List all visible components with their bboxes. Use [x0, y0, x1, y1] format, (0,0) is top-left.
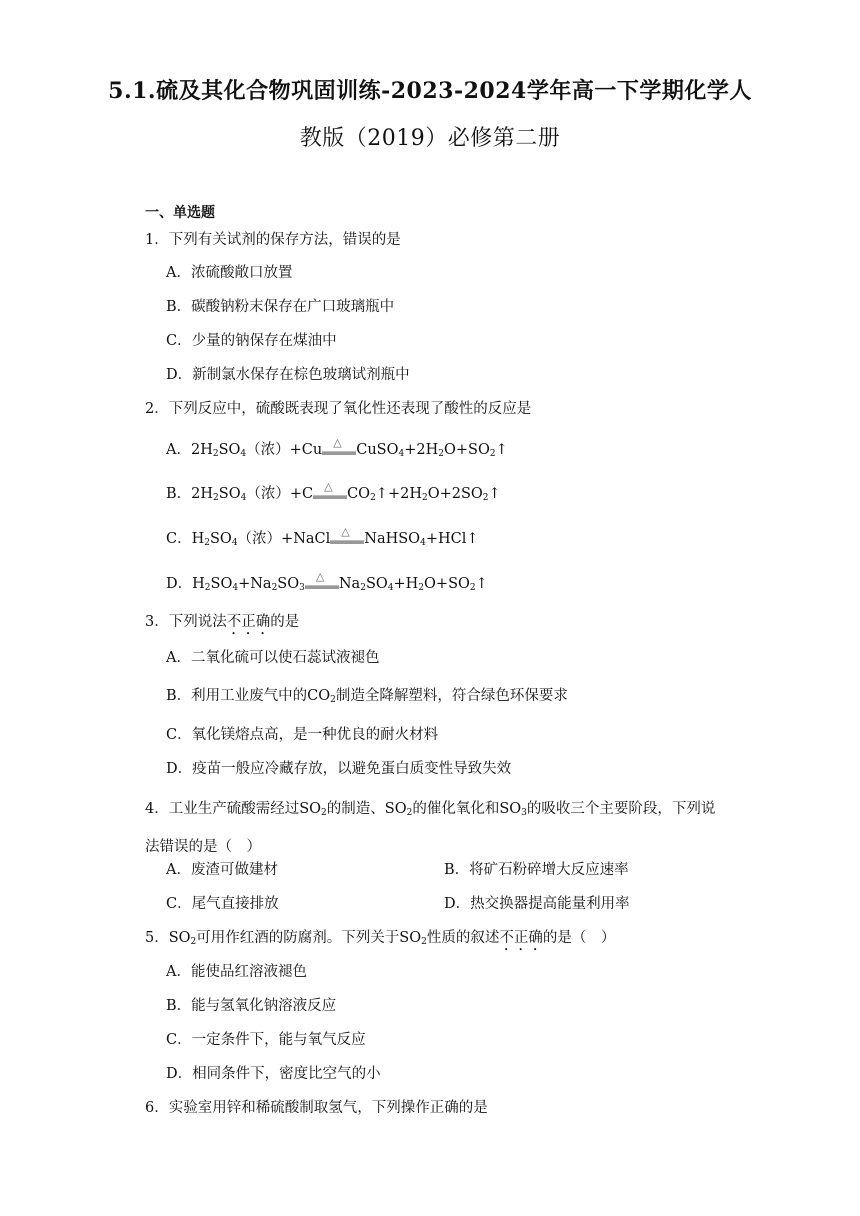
question-4-stem: 4．工业生产硫酸需经过$SO_2$的制造、$SO_2$的催化氧化和$SO_3$的吸收三个主要阶段，下列说法错误的是（ ） — [145, 801, 716, 855]
question-4-option-a: A．废渣可做建材 — [166, 862, 278, 878]
question-3-option-a: A．二氧化硫可以使石蕊试液褪色 — [166, 650, 380, 666]
question-2-stem: 2．下列反应中，硫酸既表现了氧化性还表现了酸性的反应是 — [145, 401, 532, 417]
question-6-stem: 6．实验室用锌和稀硫酸制取氢气，下列操作正确的是 — [145, 1100, 488, 1116]
question-1-option-b: B．碳酸钠粉末保存在广口玻璃瓶中 — [166, 299, 395, 315]
question-2-option-c: C．$H_2SO_4$（浓）+NaCl △ NaHSO$_4$+HCl↑ — [166, 525, 479, 548]
heat-condition-icon: △ — [330, 531, 364, 545]
heat-condition-icon: △ — [322, 442, 356, 456]
emphasis-not-correct: 不正确 — [226, 614, 271, 630]
emphasis-not-correct: 不正确 — [499, 930, 543, 946]
question-4-option-c: C．尾气直接排放 — [166, 896, 279, 912]
question-1-option-d: D．新制氯水保存在棕色玻璃试剂瓶中 — [166, 367, 410, 383]
question-5-option-c: C．一定条件下，能与氧气反应 — [166, 1032, 366, 1048]
question-2-option-d: D．$H_2SO_4+Na_2SO_3$ △ $Na_2SO_4+H_2O+SO_2↑$ — [166, 570, 488, 593]
question-5-option-b: B．能与氢氧化钠溶液反应 — [166, 998, 337, 1014]
document-title-line2: 教版（2019）必修第二册 — [299, 126, 561, 151]
question-1-stem: 1．下列有关试剂的保存方法，错误的是 — [145, 232, 401, 248]
question-4-option-d: D．热交换器提高能量利用率 — [444, 896, 630, 912]
question-2-option-b: B．$2H_2SO_4$（浓）+C △ $CO_2↑+2H_2O+2SO_2↑$ — [166, 480, 501, 503]
document-title-line1: 5.1.硫及其化合物巩固训练-2023-2024学年高一下学期化学人 — [108, 78, 752, 104]
question-3-option-b: B．利用工业废气中的$CO_2$制造全降解塑料，符合绿色环保要求 — [166, 688, 568, 705]
question-5-stem: 5．$SO_2$可用作红酒的防腐剂。下列关于$SO_2$性质的叙述不正确的是（ ） — [145, 930, 616, 947]
question-3-option-c: C．氧化镁熔点高，是一种优良的耐火材料 — [166, 727, 439, 743]
question-3-option-d: D．疫苗一般应冷藏存放，以避免蛋白质变性导致失效 — [166, 761, 512, 777]
question-4-option-b: B．将矿石粉碎增大反应速率 — [444, 862, 629, 878]
question-2-option-a: A．$2H_2SO_4$（浓）+Cu △ $CuSO_4+2H_2O+SO_2↑$ — [166, 436, 508, 459]
heat-condition-icon: △ — [305, 576, 339, 590]
section-heading: 一、单选题 — [145, 205, 215, 221]
question-5-option-d: D．相同条件下，密度比空气的小 — [166, 1066, 381, 1082]
question-3-stem: 3．下列说法不正确的是 — [145, 614, 300, 630]
question-5-option-a: A．能使品红溶液褪色 — [166, 964, 307, 980]
question-1-option-c: C．少量的钠保存在煤油中 — [166, 333, 337, 349]
heat-condition-icon: △ — [313, 486, 347, 500]
question-1-option-a: A．浓硫酸敞口放置 — [166, 265, 293, 281]
